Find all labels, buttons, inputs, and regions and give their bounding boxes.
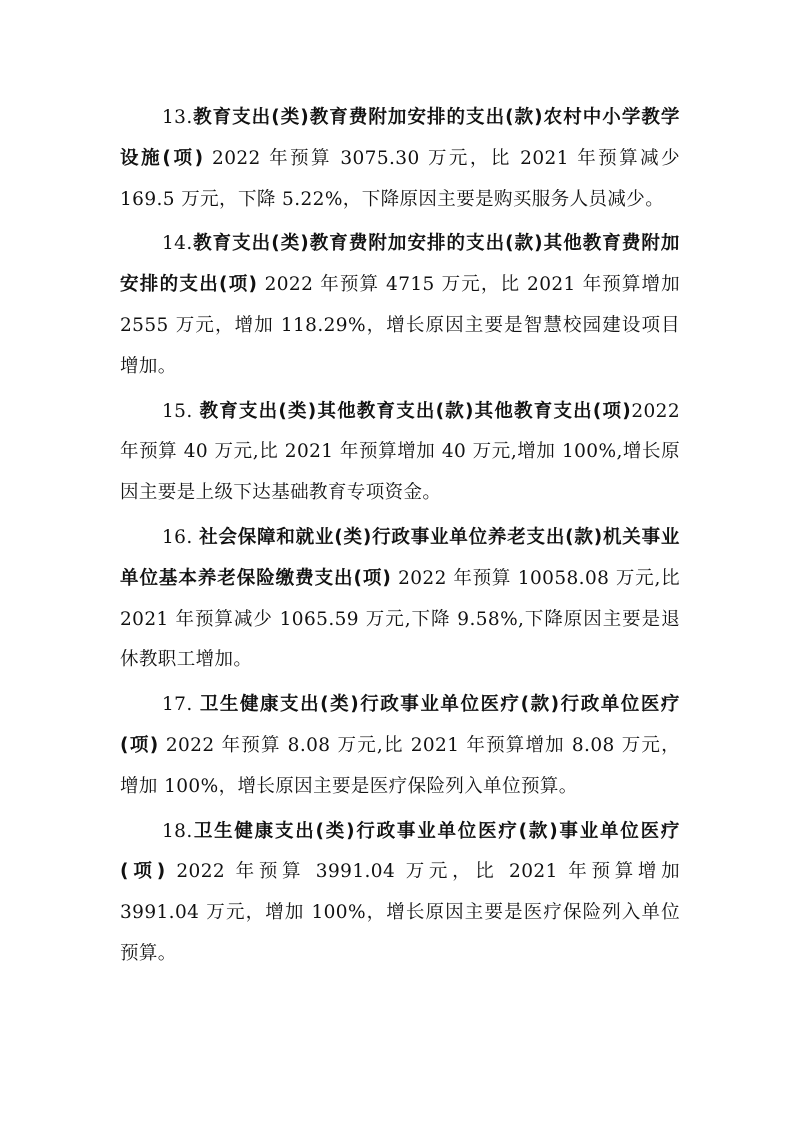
- item-heading: 教育支出(类)教育费附加安排的支出(款)农村中小学教学设施(项): [120, 107, 680, 169]
- item-heading: 教育支出(类)教育费附加安排的支出(款)其他教育费附加安排的支出(项): [120, 233, 680, 296]
- item-number: 17.: [162, 694, 200, 716]
- budget-item-18: [120, 812, 680, 975]
- item-number: 13.: [162, 107, 193, 128]
- item-number: 15.: [162, 400, 200, 422]
- item-heading: 社会保障和就业(类)行政事业单位养老支出(款)机关事业单位基本养老保险缴费支出(项): [120, 526, 680, 589]
- budget-item-15: [120, 392, 680, 514]
- budget-item-16: [120, 518, 680, 681]
- item-number: 18.: [162, 820, 193, 842]
- item-body: 2022 年预算 10058.08 万元,比 2021 年预算减少 1065.59 万元,下降 9.58%,下降原因主要是退休教职工增加。: [120, 567, 680, 671]
- item-heading: 卫生健康支出(类)行政事业单位医疗(款)事业单位医疗(项): [120, 820, 680, 883]
- budget-item-14: [120, 224, 680, 387]
- item-body: 2022 年预算 4715 万元，比 2021 年预算增加 2555 万元，增加 118.29%，增长原因主要是智慧校园建设项目增加。: [120, 274, 681, 377]
- budget-item-13: [120, 98, 680, 220]
- budget-item-17: [120, 685, 680, 807]
- item-number: 14.: [162, 233, 193, 255]
- document-body: [120, 98, 680, 979]
- item-body: 2022 年预算 40 万元,比 2021 年预算增加 40 万元,增加 100%,增长原因主要是上级下达基础教育专项资金。: [120, 400, 681, 504]
- item-heading: 教育支出(类)其他教育支出(款)其他教育支出(项): [199, 400, 632, 422]
- item-body: 2022 年预算 8.08 万元,比 2021 年预算增加 8.08 万元，增加 100%，增长原因主要是医疗保险列入单位预算。: [120, 734, 680, 797]
- item-number: 16.: [162, 526, 200, 548]
- item-body: 2022 年预算 3991.04 万元，比 2021 年预算增加 3991.04 万元，增加 100%，增长原因主要是医疗保险列入单位预算。: [120, 861, 680, 964]
- item-body: 2022 年预算 3075.30 万元，比 2021 年预算减少 169.5 万元，下降 5.22%，下降原因主要是购买服务人员减少。: [120, 147, 680, 210]
- item-heading: 卫生健康支出(类)行政事业单位医疗(款)行政单位医疗(项): [120, 694, 680, 756]
